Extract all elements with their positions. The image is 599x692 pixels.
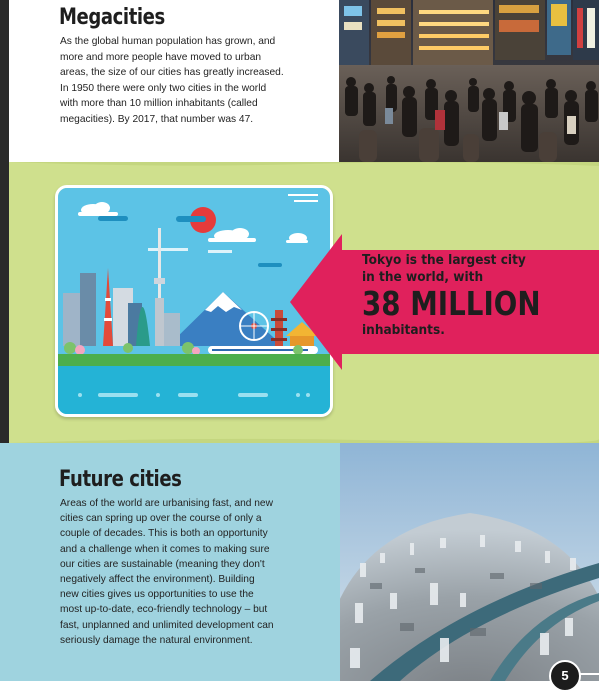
shibuya-crowd-photo: [339, 0, 599, 162]
text-line: most up-to-date, eco-friendly technology – but: [60, 604, 268, 616]
text-line: negatively affect the environment). Building: [60, 574, 255, 586]
text-line: areas, the size of our cities has greatly increased.: [60, 67, 284, 79]
text-line: and a challenge when it comes to making sure: [60, 543, 270, 555]
text-line: with more than 10 million inhabitants (called: [60, 98, 258, 110]
future-cities-body: [60, 496, 332, 648]
text-line: Areas of the world are urbanising fast, and new: [60, 498, 273, 509]
megacities-heading: Megacities: [59, 5, 165, 30]
left-edge-bar: [0, 0, 9, 443]
tokyo-aerial-photo: [340, 443, 599, 681]
callout-big-number: 38 MILLION: [362, 284, 541, 323]
text-line: cities can spring up over the course of only a: [60, 513, 262, 525]
text-line: seriously damage the natural environment.: [60, 634, 253, 646]
callout-line-3: inhabitants.: [362, 322, 445, 338]
text-line: As the global human population has grown, and: [60, 36, 276, 47]
future-cities-heading: Future cities: [59, 467, 182, 492]
text-line: fast, unplanned and unlimited development can: [60, 619, 274, 631]
text-line: new cities gives us opportunities to use the: [60, 589, 254, 601]
text-line: In 1950 there were only two cities in the world: [60, 82, 267, 94]
page-number: 5: [549, 660, 581, 692]
megacities-body: [60, 34, 330, 128]
text-line: couple of decades. This is both an opportunity: [60, 528, 268, 540]
callout-line-2: in the world, with: [362, 269, 484, 285]
text-line: more and more people have moved to urban: [60, 51, 262, 63]
callout-line-1: Tokyo is the largest city: [362, 252, 526, 268]
text-line: megacities). By 2017, that number was 47.: [60, 113, 254, 125]
tokyo-feature-panel: [9, 162, 599, 443]
text-line: our cities are sustainable (meaning they don't: [60, 558, 265, 570]
tokyo-callout: [362, 252, 594, 339]
